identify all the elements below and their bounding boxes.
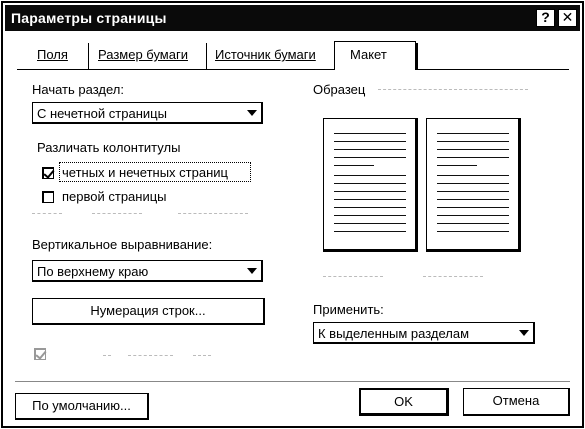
faded-text <box>193 355 211 356</box>
tab-label: Размер бумаги <box>98 47 188 62</box>
group-separator <box>178 213 248 214</box>
even-odd-checkbox[interactable] <box>42 167 54 179</box>
section-start-value: С нечетной страницы <box>37 106 167 121</box>
faded-text <box>128 355 173 356</box>
tab-strip-line-right <box>417 69 569 70</box>
preview-page-left <box>323 118 418 252</box>
group-separator <box>32 213 62 214</box>
chevron-down-icon <box>247 268 257 274</box>
group-separator <box>92 213 142 214</box>
tab-paper-size[interactable] <box>98 47 188 69</box>
first-page-label[interactable]: первой страницы <box>62 189 167 204</box>
close-icon: ✕ <box>561 9 574 25</box>
even-odd-label[interactable]: четных и нечетных страниц <box>62 165 228 180</box>
line-numbers-button[interactable] <box>32 298 265 325</box>
tab-divider <box>206 43 207 69</box>
preview-page-right <box>426 118 521 252</box>
tab-strip-line <box>17 69 335 70</box>
window-title: Параметры страницы <box>11 10 167 26</box>
tab-label: Макет <box>350 47 387 62</box>
tab-active-shadow <box>416 43 418 70</box>
help-button[interactable] <box>536 9 555 27</box>
chevron-down-icon <box>247 110 257 116</box>
apply-to-label: Применить: <box>313 302 384 317</box>
apply-to-value: К выделенным разделам <box>318 326 470 341</box>
tab-label: Поля <box>37 47 68 62</box>
vertical-alignment-label: Вертикальное выравнивание: <box>32 237 213 252</box>
preview-group-line <box>323 276 383 277</box>
suppress-endnotes-checkbox[interactable] <box>34 348 46 360</box>
title-bar[interactable] <box>5 5 580 31</box>
help-icon: ? <box>541 9 550 25</box>
preview-label: Образец <box>313 82 366 97</box>
section-start-label: Начать раздел: <box>32 82 124 97</box>
chevron-down-icon <box>519 330 529 336</box>
cancel-button-label: Отмена <box>492 393 540 408</box>
tab-paper-source[interactable] <box>215 47 316 69</box>
close-button[interactable] <box>558 9 577 27</box>
first-page-checkbox[interactable] <box>42 191 54 203</box>
set-default-button-label: По умолчанию... <box>32 398 131 413</box>
headers-footers-heading: Различать колонтитулы <box>37 140 181 155</box>
vertical-alignment-select[interactable] <box>32 260 263 282</box>
vertical-alignment-value: По верхнему краю <box>37 264 149 279</box>
cancel-button[interactable] <box>463 388 570 416</box>
tab-label: Источник бумаги <box>215 47 316 62</box>
line-numbers-button-label: Нумерация строк... <box>90 303 206 318</box>
faded-text <box>103 355 111 356</box>
footer-divider <box>15 381 570 382</box>
tab-layout[interactable] <box>350 47 387 69</box>
tab-margins[interactable] <box>37 47 68 69</box>
preview-group-line <box>378 89 528 90</box>
section-start-select[interactable] <box>32 102 263 124</box>
page-setup-dialog <box>1 1 584 428</box>
preview-group-line <box>423 276 483 277</box>
tab-divider <box>88 43 89 69</box>
apply-to-select[interactable] <box>313 322 535 344</box>
ok-button[interactable] <box>359 388 449 416</box>
ok-button-label: OK <box>394 394 413 409</box>
set-default-button[interactable] <box>15 393 149 420</box>
